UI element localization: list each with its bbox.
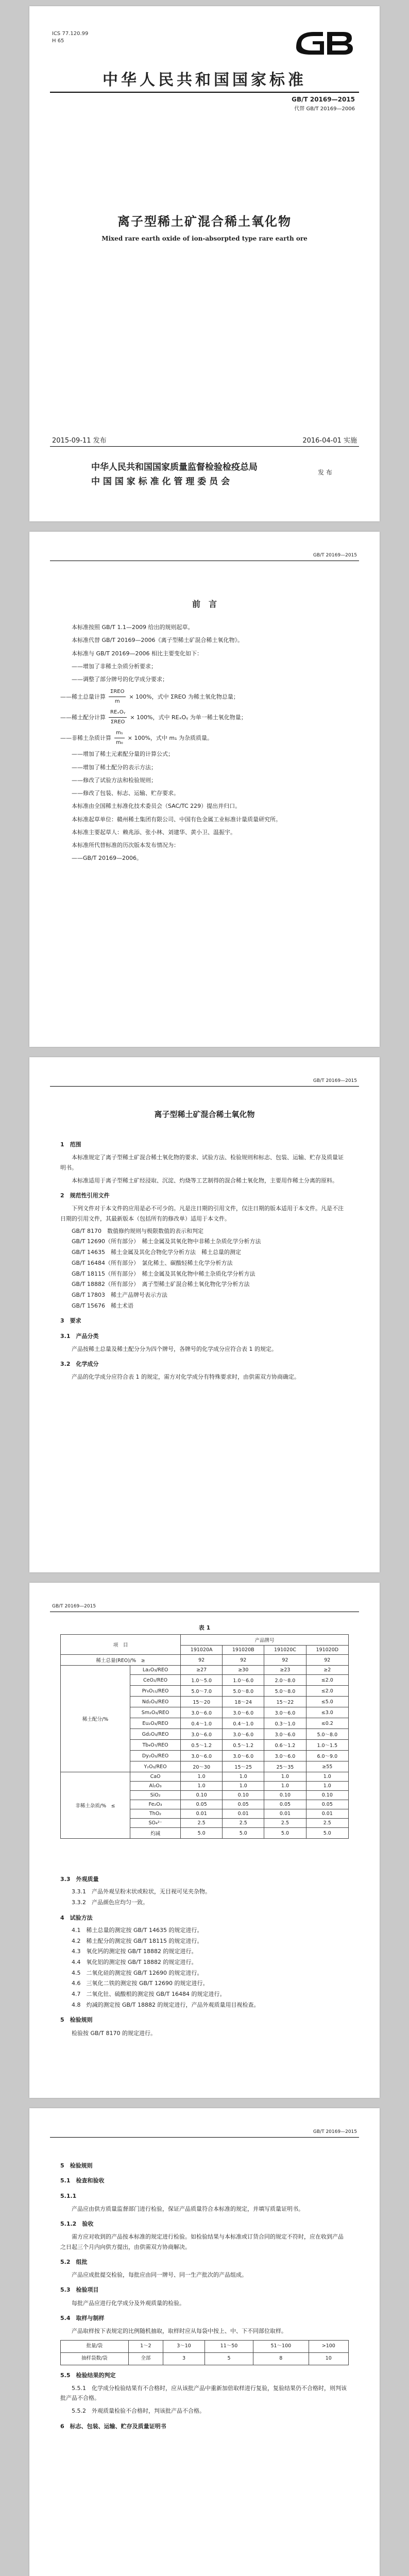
section-heading: 5 检验规则 <box>60 2016 93 2024</box>
table-cell: 5.0 <box>181 1828 223 1839</box>
table-cell: 5.0 <box>306 1828 348 1839</box>
foreword-para: 本标准由全国稀土标准化技术委员会（SAC/TC 229）提出并归口。 <box>72 803 241 810</box>
table-head-brand: 产品牌号 <box>181 1635 349 1646</box>
sampling-head-cell: 51～100 <box>253 2341 309 2353</box>
foreword-para: 本标准代替 GB/T 20169—2006《离子型稀土矿混合稀土氧化物》。 <box>72 637 243 644</box>
formula-tail: × 100%，式中 ΣREO 为稀土氧化物总量； <box>129 693 239 700</box>
table-cell: 5.0～7.0 <box>181 1686 223 1697</box>
table-cell: 3.0～6.0 <box>181 1729 223 1740</box>
formula-tail: × 100%，式中 REₓOᵧ 为单一稀土氧化物量； <box>130 714 247 721</box>
row-item-label: SiO₂ <box>130 1791 181 1800</box>
foreword-para: ——增加了非稀土杂质分析要求； <box>72 663 157 670</box>
formula-den: m <box>114 698 120 704</box>
row-item-label: ThO₂ <box>130 1809 181 1819</box>
formula-row <box>60 728 349 747</box>
issuer-2: 中 国 国 家 标 准 化 管 理 委 员 会 <box>91 477 230 487</box>
row-item-label: Eu₂O₃/REO <box>130 1718 181 1729</box>
table-cell: 0.10 <box>223 1791 264 1800</box>
body-item: 4.1 稀土总量的测定按 GB/T 14635 的规定进行。 <box>72 1926 203 1934</box>
table-cell: 2.5 <box>181 1819 223 1828</box>
table-cell: ≥30 <box>223 1666 264 1675</box>
subsection-heading: 5.5 检验结果的判定 <box>60 2371 116 2379</box>
table-cell: 15～25 <box>223 1761 264 1772</box>
section-heading: 4 试验方法 <box>60 1914 93 1921</box>
body-item: 4.8 灼减的测定按 GB/T 18882 的规定进行，产品外观质量用目视检查。 <box>72 2001 260 2008</box>
body-item: 4.7 二氧化钍、硫酸根的测定按 GB/T 16484 的规定进行。 <box>72 1991 226 1997</box>
rules-page <box>29 2108 380 2576</box>
table-cell: 3.0～6.0 <box>223 1729 264 1740</box>
table-cell: 1.0 <box>223 1772 264 1782</box>
formula-fraction <box>109 708 127 726</box>
row-group-label: 非稀土杂质/% ≤ <box>61 1772 130 1839</box>
foreword-para: 本标准起草单位：赣州稀土集团有限公司、中国有色金属工业标准计量质量研究所。 <box>72 816 281 823</box>
table-cell: 0.05 <box>306 1800 348 1809</box>
formula-den: ΣREO <box>110 719 125 725</box>
cover-page <box>29 6 380 521</box>
page-header: GB/T 20169—2015 <box>313 1078 357 1083</box>
main-title: 离子型稀土矿混合稀土氧化物 <box>154 1110 255 1119</box>
table-cell: 0.5～1.2 <box>223 1740 264 1751</box>
foreword-heading: 前 言 <box>192 599 217 609</box>
reference-item: GB/T 12690（所有部分） 稀土金属及其氧化物中非稀土杂质化学分析方法 <box>72 1238 261 1245</box>
subsection-heading: 5.1.1 <box>60 2192 77 2199</box>
table-cell: 0.05 <box>223 1800 264 1809</box>
table-cell: 0.01 <box>181 1809 223 1819</box>
table-cell: ≤5.0 <box>306 1697 348 1707</box>
table-cell: ≥23 <box>264 1666 306 1675</box>
ccs-code: H 65 <box>52 38 64 44</box>
table-cell: 1.0 <box>181 1782 223 1791</box>
reference-item: GB/T 15676 稀土术语 <box>72 1302 133 1309</box>
table-cell: 3.0～6.0 <box>181 1751 223 1761</box>
table-cell: 92 <box>264 1655 306 1666</box>
foreword-para: ——修改了试验方法和检验规则； <box>72 776 157 784</box>
main-body <box>60 1134 349 1385</box>
table-cell: ≤0.2 <box>306 1718 348 1729</box>
body-item: 4.4 氧化铝的测定按 GB/T 18882 的规定进行。 <box>72 1958 197 1965</box>
formula-num: ΣREO <box>109 687 126 697</box>
section-heading: 1 范围 <box>60 1141 81 1148</box>
table-cell: 5.0～8.0 <box>223 1686 264 1697</box>
table-cell: ≥55 <box>306 1761 348 1772</box>
body-para: 需方应对收到的产品按本标准的规定进行检验。如检验结果与本标准或订货合同的规定不符时，应在收到产品之日起三个月内向供方提出，由供需双方协商解决。 <box>60 2233 344 2250</box>
table-cell: 0.10 <box>264 1791 306 1800</box>
foreword-para: ——增加了稀土配分的表示方法； <box>72 764 157 771</box>
table-cell: 6.0～9.0 <box>306 1751 348 1761</box>
standard-number: GB/T 20169—2015 <box>292 96 355 103</box>
row-item-label: CeO₂/REO <box>130 1675 181 1686</box>
issue-word: 发 布 <box>318 469 332 476</box>
subsection-heading: 5.1.2 验收 <box>60 2221 94 2227</box>
table-cell: 5.0～8.0 <box>264 1686 306 1697</box>
foreword-para: 本标准所代替标准的历次版本发布情况为： <box>72 842 179 849</box>
composition-table <box>60 1634 349 1839</box>
subsection-heading: 3.1 产品分类 <box>60 1332 99 1340</box>
table-cell: 0.05 <box>264 1800 306 1809</box>
table-cell: 25～35 <box>264 1761 306 1772</box>
formula-label: ——稀土总量计算 <box>60 693 106 700</box>
table-cell: 3.0～6.0 <box>223 1751 264 1761</box>
reference-item: GB/T 18115（所有部分） 稀土金属及其氧化物中稀土杂质化学分析方法 <box>72 1270 255 1277</box>
table-page-body <box>60 1869 349 2041</box>
foreword-body <box>60 622 349 867</box>
table-cell: 5.0 <box>264 1828 306 1839</box>
table-cell: 0.4～1.0 <box>223 1718 264 1729</box>
formula-num: m₁ <box>114 728 125 738</box>
header-rule <box>50 2137 359 2138</box>
table-cell: 92 <box>223 1655 264 1666</box>
table-cell: 0.01 <box>223 1809 264 1819</box>
formula-label: ——稀土配分计算 <box>60 714 106 721</box>
sampling-cell: 8 <box>253 2352 309 2365</box>
body-item: 3.3.1 产品外观呈粉末状或粒状，无目视可见夹杂物。 <box>72 1888 211 1895</box>
table-page <box>29 1583 380 2098</box>
table-cell: 0.10 <box>181 1791 223 1800</box>
table-cell: 1.0 <box>264 1772 306 1782</box>
table-row <box>61 1666 349 1675</box>
rules-body <box>60 2156 349 2434</box>
subsection-heading: 3.3 外观质量 <box>60 1876 99 1883</box>
table-cell: 2.0～8.0 <box>264 1675 306 1686</box>
table-cell: 1.0 <box>264 1782 306 1791</box>
header-rule <box>50 1086 359 1087</box>
title-cn: 离子型稀土矿混合稀土氧化物 <box>117 214 292 229</box>
reference-item: GB/T 17803 稀土产品牌号表示方法 <box>72 1291 167 1298</box>
subsection-heading: 5.3 检验项目 <box>60 2286 99 2294</box>
reference-item: GB/T 18882（所有部分） 离子型稀土矿混合稀土氧化物化学分析方法 <box>72 1281 250 1288</box>
body-item: 4.2 稀土配分的测定按 GB/T 18115 的规定进行。 <box>72 1937 203 1944</box>
foreword-para: ——修改了包装、标志、运输、贮存要求。 <box>72 790 179 796</box>
replaces-note: 代替 GB/T 20169—2006 <box>294 106 355 112</box>
foreword-para: ——GB/T 20169—2006。 <box>72 855 142 862</box>
formula-row <box>60 687 349 706</box>
formula-row <box>60 708 349 726</box>
ics-code: ICS 77.120.99 <box>52 31 89 37</box>
foreword-para: 本标准与 GB/T 20169—2006 相比主要变化如下： <box>72 650 202 657</box>
section-heading: 3 要求 <box>60 1317 81 1325</box>
page-header: GB/T 20169—2015 <box>52 1604 96 1609</box>
table-cell: ≤2.0 <box>306 1675 348 1686</box>
row-item-label: Tb₄O₇/REO <box>130 1740 181 1751</box>
issue-date: 2015-09-11 发布 <box>52 437 107 445</box>
body-para: 5.5.1 化学成分检验结果有不合格时，应从该批产品中重新加倍取样进行复验，复验结果仍不合格时，则判该批产品不合格。 <box>60 2384 347 2401</box>
table-cell: 3.0～6.0 <box>264 1729 306 1740</box>
body-para: 产品应由供方质量监督部门进行检验，保证产品质量符合本标准的规定，并填写质量证明书。 <box>72 2205 304 2212</box>
sampling-cell: 全部 <box>128 2352 163 2365</box>
title-en: Mixed rare earth oxide of ion-absorpted type rare earth ore <box>101 235 308 242</box>
table-cell: ≥27 <box>181 1666 223 1675</box>
table-cell: 1.0 <box>306 1782 348 1791</box>
table-cell: 3.0～6.0 <box>264 1751 306 1761</box>
table-cell: 15～20 <box>181 1697 223 1707</box>
table-cell: 92 <box>181 1655 223 1666</box>
table-cell: 5.0 <box>223 1828 264 1839</box>
page-header: GB/T 20169—2015 <box>313 2129 357 2134</box>
sampling-cell: 3 <box>163 2352 205 2365</box>
formula-fraction <box>109 687 126 706</box>
table-cell: 3.0～6.0 <box>223 1707 264 1718</box>
reference-item: GB/T 8170 数值修约规则与极限数值的表示和判定 <box>72 1227 203 1234</box>
page-header: GB/T 20169—2015 <box>313 553 357 558</box>
reference-item: GB/T 16484（所有部分） 氯化稀土、碳酸轻稀土化学分析方法 <box>72 1259 233 1266</box>
table-cell: 18～24 <box>223 1697 264 1707</box>
row-item-label: Gd₂O₃/REO <box>130 1729 181 1740</box>
table-row <box>61 1772 349 1782</box>
main-page <box>29 1057 380 1572</box>
brand-col: 191020A <box>181 1646 223 1655</box>
row-item-label: La₂O₃/REO <box>130 1666 181 1675</box>
table-cell: 1.0～6.0 <box>223 1675 264 1686</box>
table-cell: 92 <box>306 1655 348 1666</box>
foreword-para: ——调整了部分牌号的化学成分要求； <box>72 676 168 683</box>
table-cell: 20～30 <box>181 1761 223 1772</box>
section-heading: 5 检验规则 <box>60 2162 93 2169</box>
row-item-label: Pr₆O₁₁/REO <box>130 1686 181 1697</box>
body-para: 每批产品应进行化学成分及外观质量的检验。 <box>72 2299 185 2307</box>
body-item: 4.6 三氧化二铁的测定按 GB/T 12690 的规定进行。 <box>72 1980 209 1987</box>
table-cell: 2.5 <box>223 1819 264 1828</box>
sampling-head-cell: 11～50 <box>204 2341 253 2353</box>
row-item-label: SO₄²⁻ <box>130 1819 181 1828</box>
table-head-item: 项 目 <box>61 1635 181 1655</box>
row-item-label: CaO <box>130 1772 181 1782</box>
body-para: 产品的化学成分应符合表 1 的规定，需方对化学成分有特殊要求时，由供需双方协商确定。 <box>72 1374 300 1381</box>
table-body <box>61 1655 349 1839</box>
foreword-para: 本标准按照 GB/T 1.1—2009 给出的规则起草。 <box>72 624 194 631</box>
section-heading: 2 规范性引用文件 <box>60 1192 110 1199</box>
table-cell: 5.0～8.0 <box>306 1729 348 1740</box>
table-cell: 1.0 <box>306 1772 348 1782</box>
row-item-label: Fe₂O₃ <box>130 1800 181 1809</box>
table-cell: 0.3～1.0 <box>264 1718 306 1729</box>
row-item-label: Sm₂O₃/REO <box>130 1707 181 1718</box>
table-cell: 0.01 <box>264 1809 306 1819</box>
table-cell: 0.10 <box>306 1791 348 1800</box>
table-cell: 1.0～1.5 <box>306 1740 348 1751</box>
row-item-label: 灼减 <box>130 1828 181 1839</box>
body-para: 产品按稀土总量及稀土配分分为四个牌号，各牌号的化学成分应符合表 1 的规定。 <box>72 1345 277 1352</box>
row-group-label: 稀土总量(REO)/% ≥ <box>61 1655 181 1666</box>
table-cell: 1.0 <box>223 1782 264 1791</box>
formula-label: ——非稀土杂质计算 <box>60 734 111 741</box>
table-cell: 0.5～1.2 <box>181 1740 223 1751</box>
formula-tail: × 100%，式中 m₁ 为杂质质量。 <box>127 734 213 741</box>
body-para: 产品应成批提交检验，每批应由同一牌号、同一生产批次的产品组成。 <box>72 2272 247 2278</box>
body-para: 下列文件对于本文件的应用是必不可少的。凡是注日期的引用文件，仅注日期的版本适用于本文件。凡是不注日期的引用文件，其最新版本（包括所有的修改单）适用于本文件。 <box>60 1205 344 1222</box>
body-para: 5.5.2 外观质量检验不合格时，判该批产品不合格。 <box>72 2408 205 2415</box>
sampling-cell: 10 <box>309 2352 348 2365</box>
body-item: 4.5 二氧化硅的测定按 GB/T 12690 的规定进行。 <box>72 1969 203 1976</box>
body-para: 本标准适用于离子型稀土矿经浸取、沉淀、灼烧等工艺制得的混合稀土氧化物，主要用作稀土分离的原料。 <box>72 1177 338 1184</box>
table-cell: 1.0～5.0 <box>181 1675 223 1686</box>
table-cell: 2.5 <box>264 1819 306 1828</box>
table-cell: ≤2.0 <box>306 1686 348 1697</box>
sampling-cell: 5 <box>204 2352 253 2365</box>
table-caption: 表 1 <box>198 1624 211 1631</box>
section-heading: 6 标志、包装、运输、贮存及质量证明书 <box>60 2422 166 2430</box>
table-cell: 1.0 <box>181 1772 223 1782</box>
sampling-head-cell: >100 <box>309 2341 348 2353</box>
cover-rule-bottom <box>50 446 359 447</box>
body-para: 本标准规定了离子型稀土矿混合稀土氧化物的要求、试验方法、检验规则和标志、包装、运输、贮存及质量证明书。 <box>60 1154 344 1171</box>
foreword-para: ——增加了稀土元素配分量的计算公式； <box>72 751 174 758</box>
subsection-heading: 5.1 检查和验收 <box>60 2177 105 2184</box>
row-item-label: Y₂O₃/REO <box>130 1761 181 1772</box>
table-cell: 15～22 <box>264 1697 306 1707</box>
sampling-head-cell: 1～2 <box>128 2341 163 2353</box>
brand-col: 191020C <box>264 1646 306 1655</box>
brand-col: 191020B <box>223 1646 264 1655</box>
table-row <box>61 1655 349 1666</box>
row-item-label: Dy₂O₃/REO <box>130 1751 181 1761</box>
formula-den: m₀ <box>116 739 123 745</box>
sampling-cell: 抽样袋数/袋 <box>61 2352 129 2365</box>
body-para: 产品取样按下表规定的比例随机抽取，取样时应从每袋中按上、中、下不同部位取样。 <box>72 2328 287 2334</box>
reference-item: GB/T 14635 稀土金属及其化合物化学分析方法 稀土总量的测定 <box>72 1249 241 1256</box>
issuer-1: 中华人民共和国国家质量监督检验检疫总局 <box>91 462 258 472</box>
table-cell: 2.5 <box>306 1819 348 1828</box>
gb-logo-icon <box>293 27 355 55</box>
row-item-label: Nd₂O₃/REO <box>130 1697 181 1707</box>
subsection-heading: 5.4 取样与制样 <box>60 2314 105 2321</box>
sampling-head-cell: 批量/袋 <box>61 2341 129 2353</box>
sampling-table <box>60 2340 349 2365</box>
subsection-heading: 3.2 化学成分 <box>60 1361 99 1367</box>
foreword-page <box>29 532 380 1047</box>
formula-num: REₓOᵧ <box>109 708 127 718</box>
row-item-label: Al₂O₃ <box>130 1782 181 1791</box>
body-item: 3.3.2 产品颜色应均匀一致。 <box>72 1899 148 1906</box>
body-item: 4.3 氧化钙的测定按 GB/T 18882 的规定进行。 <box>72 1948 197 1955</box>
subsection-heading: 5.2 组批 <box>60 2258 88 2265</box>
table-cell: ≥2 <box>306 1666 348 1675</box>
country-title: 中华人民共和国国家标准 <box>103 71 306 89</box>
formula-fraction <box>114 728 125 747</box>
brand-col: 191020D <box>306 1646 348 1655</box>
foreword-para: 本标准主要起草人：赖兆添、张小林、刘建华、黄小卫、温振宇。 <box>72 828 236 836</box>
implement-date: 2016-04-01 实施 <box>302 437 357 445</box>
table-wrap <box>60 1634 349 1839</box>
cover-rule-top <box>50 92 359 93</box>
table-cell: 3.0～6.0 <box>181 1707 223 1718</box>
table-cell: 3.0～6.0 <box>264 1707 306 1718</box>
table-cell: ≤3.0 <box>306 1707 348 1718</box>
table-cell: 0.01 <box>306 1809 348 1819</box>
table-cell: 0.6～1.2 <box>264 1740 306 1751</box>
body-para: 检验按 GB/T 8170 的规定进行。 <box>72 2029 156 2037</box>
table-cell: 0.05 <box>181 1800 223 1809</box>
table-cell: 0.4～1.0 <box>181 1718 223 1729</box>
row-group-label: 稀土配分/% <box>61 1666 130 1772</box>
sampling-head-cell: 3～10 <box>163 2341 205 2353</box>
